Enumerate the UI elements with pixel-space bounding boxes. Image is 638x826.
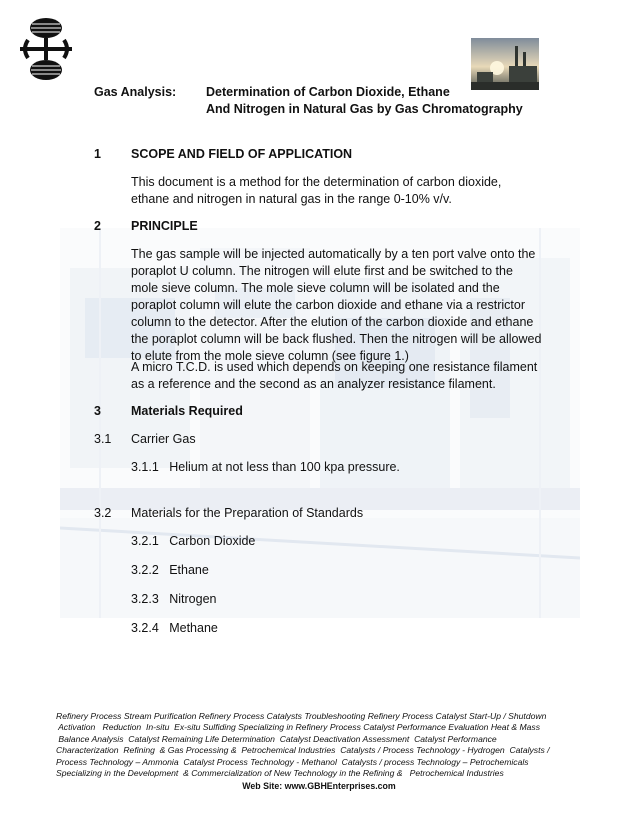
footer-line: Activation Reduction In-situ Ex-situ Sulfiding Specializing in Refinery Process Catalyst Performance Evaluation Heat & Mass: [56, 722, 541, 733]
section-1-number: 1: [94, 147, 101, 161]
subsection-3-1-number: 3.1: [94, 432, 112, 446]
subsection-3-2-title: Materials for the Preparation of Standards: [131, 506, 364, 520]
footer-services-text: [56, 711, 550, 779]
subsection-3-2-number: 3.2: [94, 506, 112, 520]
document-title-line2: And Nitrogen in Natural Gas by Gas Chromatography: [206, 102, 523, 116]
section-2-text: The gas sample will be injected automatically by a ten port valve onto the poraplot U column. The nitrogen will elute first and be switched to the mole sieve column. The mole sieve column will be isolated and the poraplot column will elute the carbon dioxide and ethane via a restrictor column to the detector. After the elution of the carbon dioxide and ethane the poraplot column will be back flushed. Then the nitrogen will be allowed to elute from the mole sieve column (see figure 1.): [131, 247, 542, 363]
footer-line: Characterization Refining & Gas Processing & Petrochemical Industries Catalysts / Process Technology - Hydrogen Catalysts /: [56, 745, 550, 756]
refinery-photo-image: [471, 38, 539, 90]
section-3-number: 3: [94, 404, 101, 418]
footer-line: Balance Analysis Catalyst Remaining Life Determination Catalyst Deactivation Assessment Catalyst Performance: [56, 733, 497, 744]
header-label: Gas Analysis:: [94, 85, 177, 99]
item-3-2-4: 3.2.4 Methane: [131, 621, 218, 635]
item-3-2-2: 3.2.2 Ethane: [131, 563, 209, 577]
section-2-number: 2: [94, 219, 101, 233]
section-2-title: PRINCIPLE: [131, 219, 198, 233]
footer-website-link[interactable]: Web Site: www.GBHEnterprises.com: [242, 781, 396, 791]
footer-line: Refinery Process Stream Purification Refinery Process Catalysts Troubleshooting Refinery Process Catalyst Start-Up / Shutdown: [56, 711, 547, 721]
item-3-1-1: 3.1.1 Helium at not less than 100 kpa pressure.: [131, 460, 400, 474]
footer-line: Process Technology – Ammonia Catalyst Process Technology - Methanol Catalysts / process Technology – Petrochemicals: [56, 756, 529, 767]
section-2-text2: A micro T.C.D. is used which depends on keeping one resistance filament as a reference and the second as an analyzer resistance filament.: [131, 360, 538, 391]
section-1-title: SCOPE AND FIELD OF APPLICATION: [131, 147, 353, 161]
company-logo-icon: [20, 14, 72, 84]
subsection-3-1-title: Carrier Gas: [131, 432, 196, 446]
item-3-2-3: 3.2.3 Nitrogen: [131, 592, 217, 606]
section-1-text: This document is a method for the determination of carbon dioxide, ethane and nitrogen in natural gas in the range 0-10% v/v.: [131, 175, 502, 206]
item-3-2-1: 3.2.1 Carbon Dioxide: [131, 534, 256, 548]
section-3-title: Materials Required: [131, 404, 243, 418]
footer-line: Specializing in the Development & Commercialization of New Technology in the Refining & Petrochemical Industries: [56, 768, 504, 779]
document-title-line1: Determination of Carbon Dioxide, Ethane: [206, 85, 450, 99]
